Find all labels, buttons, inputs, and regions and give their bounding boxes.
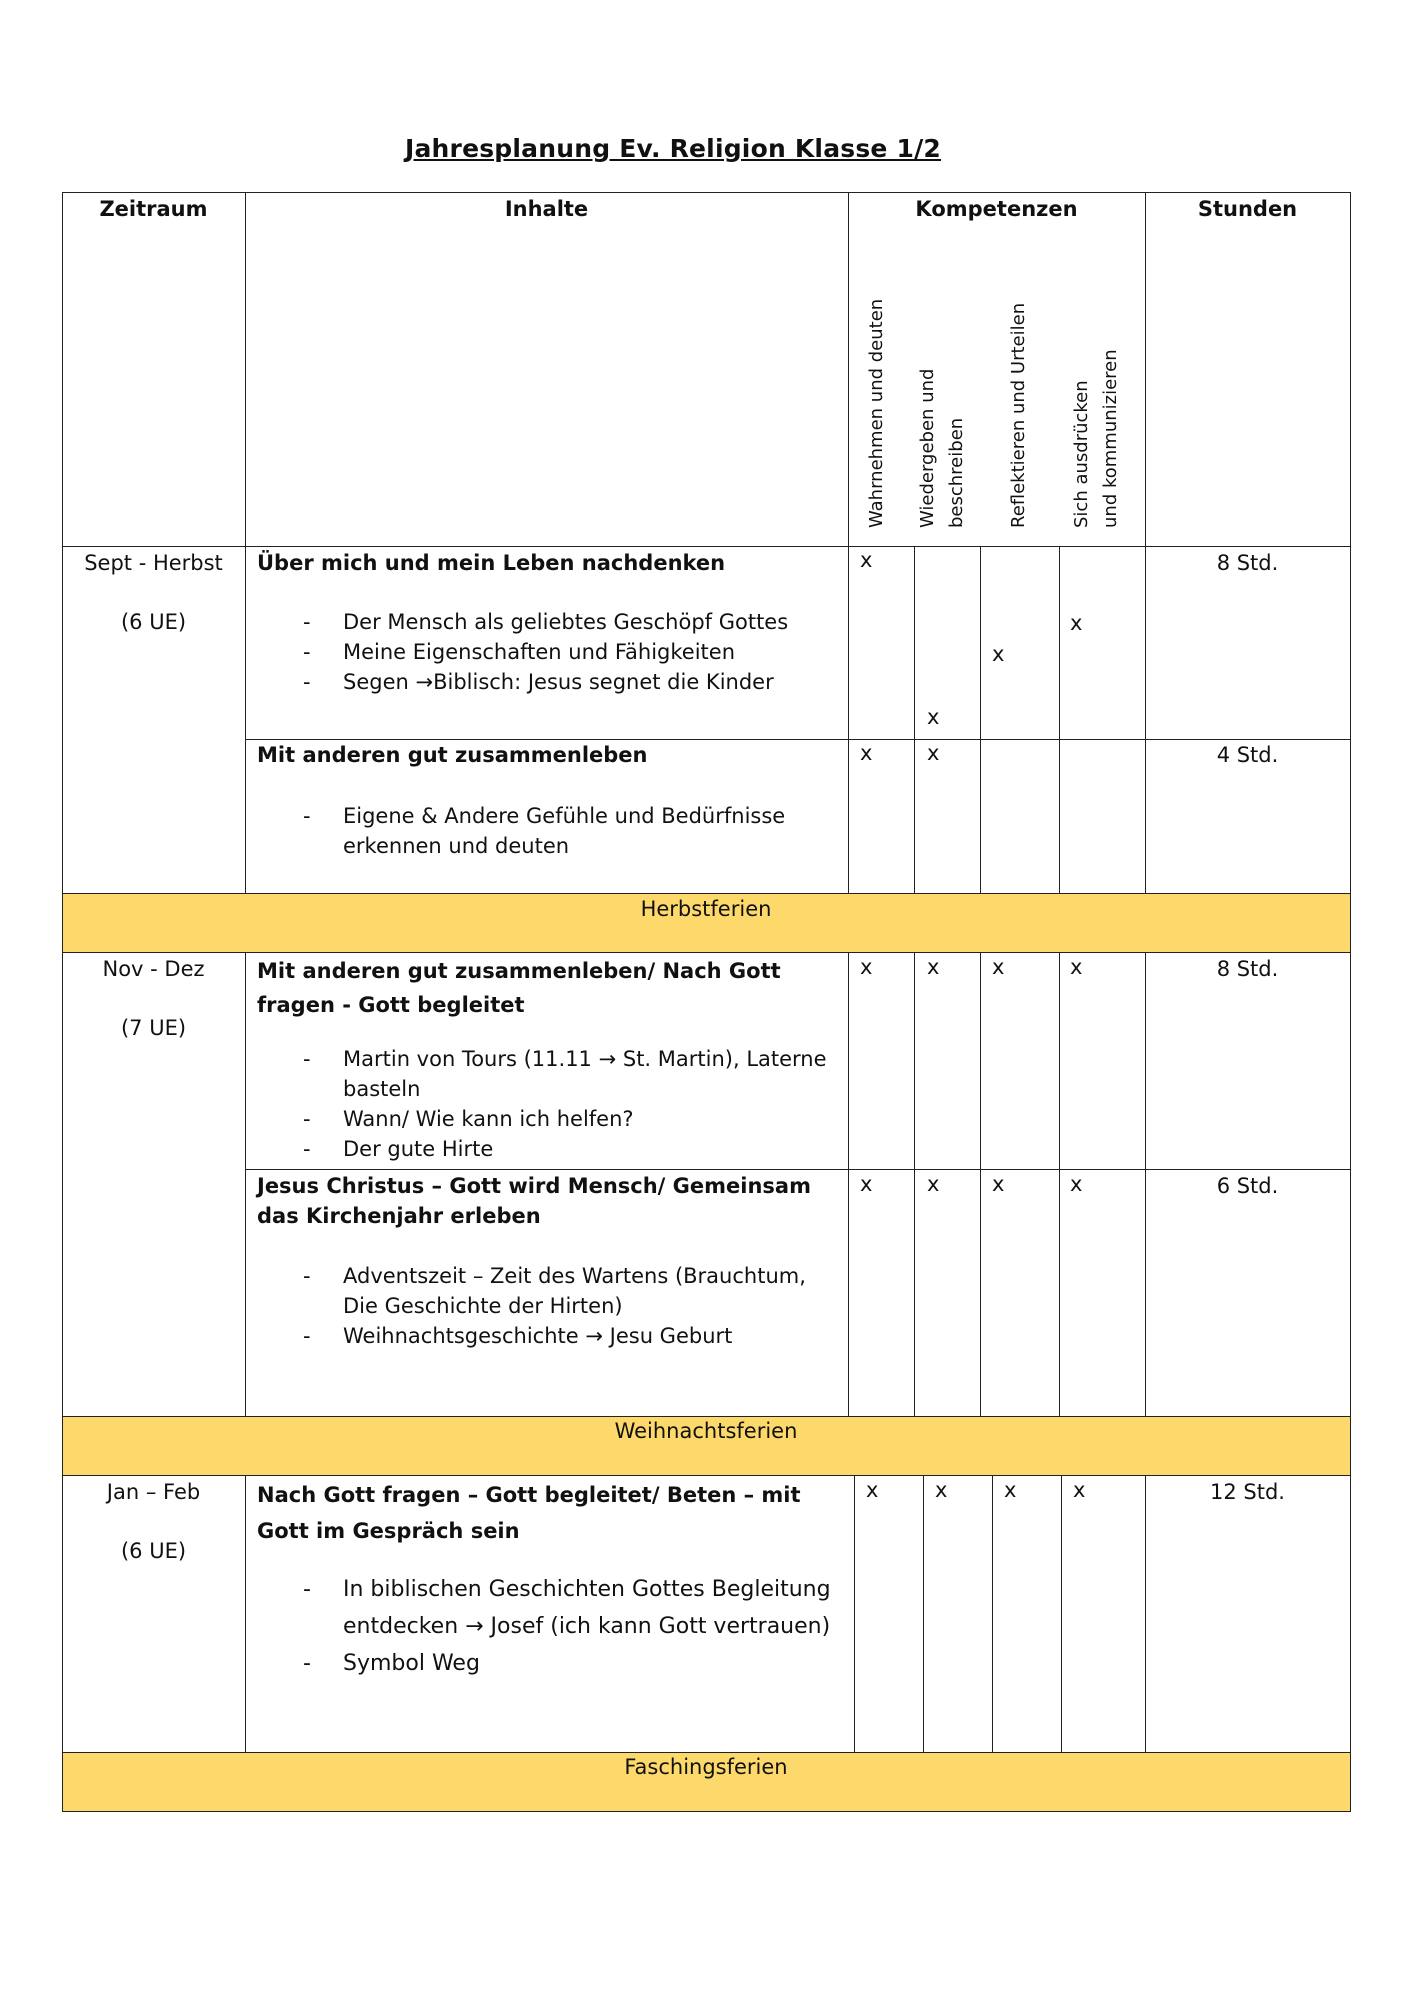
table-border — [245, 192, 246, 893]
table-border — [62, 546, 1351, 547]
kompetenz-mark: x — [866, 1478, 879, 1502]
stunden-cell: 8 Std. — [1216, 551, 1279, 575]
topic-heading: Mit anderen gut zusammenleben/ Nach Gott fragen - Gott begleitet — [257, 959, 781, 1017]
zeitraum-cell — [62, 1477, 245, 1566]
list-item: - Symbol Weg — [257, 1645, 847, 1682]
header-kompetenzen: Kompetenzen — [915, 197, 1078, 221]
header-zeitraum: Zeitraum — [99, 197, 208, 221]
table-border — [62, 1811, 1351, 1812]
kompetenz-label: Reflektieren und Urteilen — [1008, 302, 1029, 528]
ue-label: (7 UE) — [120, 1016, 187, 1040]
list-item: - In biblischen Geschichten Gottes Begleitung entdecken → Josef (ich kann Gott vertrauen) — [257, 1571, 847, 1645]
list-item: - Wann/ Wie kann ich helfen? — [257, 1104, 842, 1134]
list-item: - Martin von Tours (11.11 → St. Martin), Laterne basteln — [257, 1044, 842, 1104]
table-border — [1059, 952, 1060, 1416]
zeitraum-cell — [62, 954, 245, 1043]
table-border — [914, 546, 915, 893]
header-kompetenz-ausdruecken — [1067, 349, 1125, 528]
kompetenz-label: Wiedergeben und — [917, 368, 938, 528]
zeitraum-label: Jan – Feb — [106, 1480, 201, 1504]
table-border — [245, 1475, 246, 1752]
list-item: - Eigene & Andere Gefühle und Bedürfnisse erkennen und deuten — [257, 801, 842, 861]
zeitraum-cell — [62, 548, 245, 637]
kompetenz-label: und kommunizieren — [1100, 349, 1121, 528]
kompetenz-mark: x — [860, 1172, 873, 1196]
stunden-cell: 8 Std. — [1216, 957, 1279, 981]
table-border — [245, 1169, 1351, 1170]
topic-heading: Jesus Christus – Gott wird Mensch/ Gemeinsam das Kirchenjahr erleben — [257, 1174, 811, 1228]
kompetenz-mark: x — [1070, 1172, 1083, 1196]
header-kompetenz-wahrnehmen — [862, 299, 891, 528]
kompetenz-mark: x — [1073, 1478, 1086, 1502]
inhalte-cell — [257, 954, 842, 1164]
table-border — [854, 1475, 855, 1752]
table-border — [62, 1475, 1351, 1476]
table-border — [1350, 192, 1351, 1812]
list-item: - Weihnachtsgeschichte → Jesu Geburt — [257, 1321, 842, 1351]
table-border — [848, 952, 849, 1416]
kompetenz-mark: x — [927, 741, 940, 765]
stunden-cell: 12 Std. — [1210, 1480, 1285, 1504]
kompetenz-mark: x — [927, 1172, 940, 1196]
kompetenz-mark: x — [992, 642, 1005, 666]
header-kompetenz-reflektieren — [1004, 303, 1033, 528]
topic-heading: Nach Gott fragen – Gott begleitet/ Beten – mit Gott im Gespräch sein — [257, 1483, 801, 1543]
kompetenz-mark: x — [1004, 1478, 1017, 1502]
kompetenz-mark: x — [992, 1172, 1005, 1196]
kompetenz-mark: x — [927, 705, 940, 729]
stunden-cell: 4 Std. — [1216, 743, 1279, 767]
zeitraum-label: Sept - Herbst — [84, 551, 223, 575]
kompetenz-mark: x — [860, 741, 873, 765]
kompetenz-mark: x — [860, 955, 873, 979]
header-kompetenz-wiedergeben — [913, 369, 971, 528]
header-stunden: Stunden — [1197, 197, 1298, 221]
ue-label: (6 UE) — [120, 1539, 187, 1563]
topic-heading: Über mich und mein Leben nachdenken — [257, 551, 726, 575]
list-item: - Der gute Hirte — [257, 1134, 842, 1164]
kompetenz-label: Wahrnehmen und deuten — [866, 298, 887, 528]
list-item: - Der Mensch als geliebtes Geschöpf Gottes — [257, 607, 842, 637]
kompetenz-mark: x — [935, 1478, 948, 1502]
ferien-label: Faschingsferien — [624, 1755, 788, 1779]
kompetenz-label: beschreiben — [946, 417, 967, 528]
table-border — [1145, 1475, 1146, 1752]
kompetenz-mark: x — [927, 955, 940, 979]
zeitraum-label: Nov - Dez — [102, 957, 205, 981]
table-border — [1061, 1475, 1062, 1752]
inhalte-cell — [257, 548, 842, 697]
list-item: - Adventszeit – Zeit des Wartens (Brauchtum, Die Geschichte der Hirten) — [257, 1261, 842, 1321]
header-inhalte: Inhalte — [504, 197, 589, 221]
topic-heading: Mit anderen gut zusammenleben — [257, 743, 648, 767]
table-border — [992, 1475, 993, 1752]
table-border — [914, 952, 915, 1416]
table-border — [62, 192, 1351, 193]
inhalte-cell — [257, 1171, 842, 1351]
table-border — [1059, 546, 1060, 893]
table-border — [245, 952, 246, 1416]
list-item: - Meine Eigenschaften und Fähigkeiten — [257, 637, 842, 667]
kompetenz-mark: x — [1070, 611, 1083, 635]
list-item: - Segen →Biblisch: Jesus segnet die Kinder — [257, 667, 842, 697]
kompetenz-label: Sich ausdrücken — [1071, 380, 1092, 528]
table-border — [980, 952, 981, 1416]
stunden-cell: 6 Std. — [1216, 1174, 1279, 1198]
page-title: Jahresplanung Ev. Religion Klasse 1/2 — [404, 134, 942, 163]
table-border — [923, 1475, 924, 1752]
ferien-label: Weihnachtsferien — [614, 1419, 798, 1443]
ferien-label: Herbstferien — [640, 897, 772, 921]
table-border — [1145, 192, 1146, 893]
table-border — [62, 952, 1351, 953]
kompetenz-mark: x — [1070, 955, 1083, 979]
kompetenz-mark: x — [992, 955, 1005, 979]
inhalte-cell — [257, 1477, 847, 1682]
ue-label: (6 UE) — [120, 610, 187, 634]
table-border — [848, 192, 849, 893]
inhalte-cell — [257, 740, 842, 861]
table-border — [980, 546, 981, 893]
kompetenz-mark: x — [860, 548, 873, 572]
